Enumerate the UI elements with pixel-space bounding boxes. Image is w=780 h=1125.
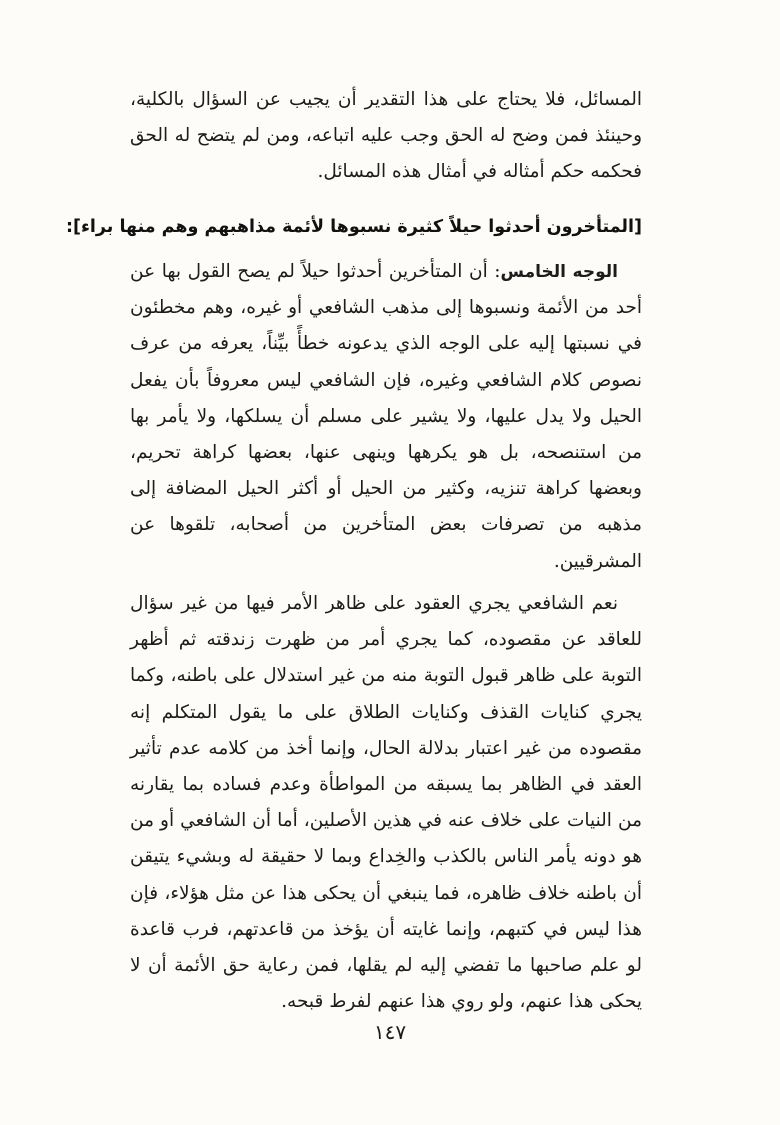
page-number: ١٤٧ [373, 1020, 407, 1044]
fifth-aspect-lead: الوجه الخامس [500, 262, 618, 282]
intro-paragraph-block [130, 82, 642, 191]
third-paragraph [130, 586, 642, 1020]
fifth-aspect-paragraph [130, 254, 642, 580]
fifth-aspect-text: : أن المتأخرين أحدثوا حيلاً لم يصح القول بها عن أحد من الأئمة ونسبوها إلى مذهب الشافعي أو غيره، وهم مخطئون في نسبتها إليه على الوجه الذي يدعونه خطأً بيِّناً، يعرفه من عرف نصوص كلام الشافعي وغيره، فإن الشافعي ليس معروفاً بأن يفعل الحيل ولا يدل عليها، ولا يشير على مسلم أن يسلكها، ولا يأمر بها من استنصحه، بل هو يكرهها وينهى عنها، بعضها كراهة تحريم، وبعضها كراهة تنزيه، وكثير من الحيل أو أكثر الحيل المضافة إلى مذهبه من تصرفات بعض المتأخرين من أصحابه، تلقوها عن المشرقيين. [130, 261, 642, 572]
third-paragraph-block [130, 586, 642, 1020]
fifth-aspect-block [130, 254, 642, 580]
third-paragraph-text: نعم الشافعي يجري العقود على ظاهر الأمر فيها من غير سؤال للعاقد عن مقصوده، كما يجري أمر من ظهرت زندقته ثم أظهر التوبة على ظاهر قبول التوبة منه من غير استدلال على باطنه، وكما يجري كنايات القذف وكنايات الطلاق على ما يقول المتكلم إنه مقصوده من غير اعتبار بدلالة الحال، وإنما أخذ من كلامه عدم تأثير العقد في الظاهر بما يسبقه من المواطأة وعدم فساده بما يقارنه من النيات على خلاف عنه في هذين الأصلين، أما أن الشافعي أو من هو دونه يأمر الناس بالكذب والخِداع وبما لا حقيقة له وبشيء يتيقن أن باطنه خلاف ظاهره، فما ينبغي أن يحكى هذا عن مثل هؤلاء، فإن هذا ليس في كتبهم، وإنما غايته أن يؤخذ من قاعدتهم، فرب قاعدة لو علم صاحبها ما تفضي إليه لم يقلها، فمن رعاية حق الأئمة أن لا يحكى هذا عنهم، ولو روي هذا عنهم لفرط قبحه. [130, 593, 642, 1013]
intro-paragraph: المسائل، فلا يحتاج على هذا التقدير أن يجيب عن السؤال بالكلية، وحينئذ فمن وضح له الحق وجب عليه اتباعه، ومن لم يتضح له الحق فحكمه حكم أمثاله في أمثال هذه المسائل. [130, 89, 642, 183]
section-heading: [المتأخرون أحدثوا حيلاً كثيرة نسبوها لأئمة مذاهبهم وهم منها براء]: [65, 217, 642, 237]
